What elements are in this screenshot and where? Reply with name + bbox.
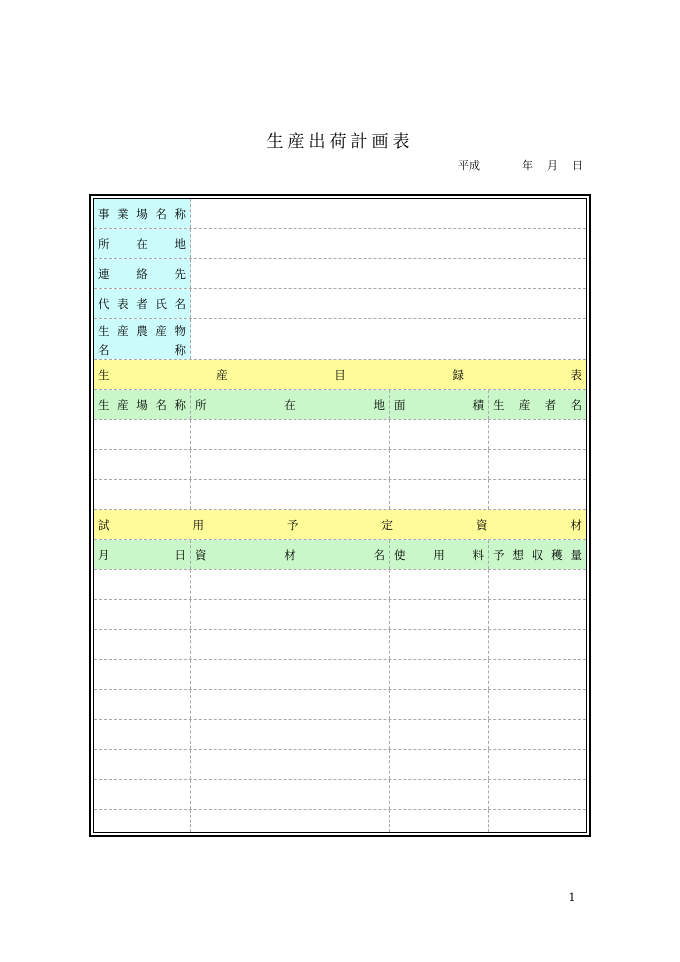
label-char: 在 [284,397,296,412]
materials-cell[interactable] [94,780,191,809]
table-row [94,450,586,480]
document-title: 生産出荷計画表 [266,132,414,152]
production-cell[interactable] [94,450,191,479]
label-char: 収 [531,547,544,562]
address-field[interactable] [191,229,586,258]
table-row [94,690,586,720]
materials-cell[interactable] [191,570,390,599]
label-char: 場 [136,206,148,221]
label-char: 先 [174,266,186,281]
production-cell[interactable] [390,480,489,509]
representative-name-field[interactable] [191,289,586,318]
label-char: 所 [195,397,207,412]
table-row [94,750,586,780]
representative-name-label [98,289,186,318]
contact-label [98,259,186,288]
label-char: 産 [216,367,228,382]
materials-cell[interactable] [191,810,390,832]
materials-cell[interactable] [489,780,586,809]
production-column-label [493,390,582,419]
materials-column-header [191,540,390,569]
materials-column-label [493,540,582,569]
label-char: 表 [570,367,582,382]
materials-cell[interactable] [489,600,586,629]
production-table-header [94,360,586,389]
label-char: 事 [98,206,110,221]
label-char: 称 [174,342,186,357]
label-char: 名 [98,342,110,357]
label-char: 資 [476,517,488,532]
materials-column-label [195,540,385,569]
materials-column-header [489,540,586,569]
label-char: 業 [117,206,129,221]
label-char: 場 [136,397,148,412]
product-name-row [94,319,586,360]
materials-column-header [94,540,191,569]
table-row [94,420,586,450]
materials-cell[interactable] [390,660,489,689]
materials-cell[interactable] [390,600,489,629]
label-char: 想 [512,547,524,562]
materials-cell[interactable] [489,630,586,659]
representative-name-row [94,289,586,319]
materials-cell[interactable] [489,750,586,779]
materials-cell[interactable] [390,780,489,809]
label-char: 材 [570,517,582,532]
form-table [93,198,587,833]
date-line [440,157,590,173]
address-row [94,229,586,259]
label-char: 名 [174,296,186,311]
label-char: 積 [472,397,484,412]
materials-cell[interactable] [191,630,390,659]
materials-cell[interactable] [390,630,489,659]
materials-cell[interactable] [191,690,390,719]
materials-cell[interactable] [94,600,191,629]
production-cell[interactable] [489,420,586,449]
production-column-header [489,390,586,419]
contact-field[interactable] [191,259,586,288]
label-char: 月 [98,547,110,562]
label-char: 資 [195,547,207,562]
product-name-field[interactable] [191,319,586,359]
label-char: 者 [544,397,557,412]
label-char: 地 [373,397,385,412]
label-char: 名 [570,397,582,412]
production-cell[interactable] [94,480,191,509]
label-char: 録 [452,367,464,382]
contact-label-cell [94,259,191,288]
materials-cell[interactable] [191,600,390,629]
business-name-field[interactable] [191,199,586,228]
table-row [94,780,586,810]
label-char: 連 [98,266,110,281]
label-char: 称 [174,397,186,412]
label-char: 表 [117,296,129,311]
date-day: 日 [572,159,583,172]
page-number: 1 [568,891,576,904]
business-name-label-cell [94,199,191,228]
label-char: 農 [136,323,148,338]
label-char: 代 [98,296,110,311]
production-cell[interactable] [191,480,390,509]
address-label [98,229,186,258]
label-char: 使 [394,547,406,562]
business-name-row [94,199,586,229]
label-char: 量 [570,547,582,562]
table-row [94,570,586,600]
table-row [94,630,586,660]
label-char: 料 [472,547,484,562]
materials-cell[interactable] [94,660,191,689]
production-column-header [191,390,390,419]
materials-cell[interactable] [489,660,586,689]
label-char: 生 [98,323,110,338]
product-name-line-2 [98,340,186,359]
materials-cell[interactable] [390,750,489,779]
materials-columns-row [94,540,586,570]
label-char: 生 [493,397,505,412]
materials-column-label [98,540,186,569]
materials-cell[interactable] [94,630,191,659]
contact-row [94,259,586,289]
materials-cell[interactable] [390,810,489,832]
materials-cell[interactable] [94,690,191,719]
production-column-header [390,390,489,419]
label-char: 氏 [155,296,167,311]
table-row [94,810,586,832]
date-era: 平成 [458,159,480,172]
label-char: 生 [98,367,110,382]
production-columns-row [94,390,586,420]
date-month: 月 [547,159,558,172]
label-char: 称 [174,206,186,221]
label-char: 産 [117,323,129,338]
label-char: 予 [493,547,505,562]
materials-cell[interactable] [191,720,390,749]
product-name-label [98,321,186,359]
materials-cell[interactable] [191,750,390,779]
label-char: 産 [117,397,129,412]
production-column-label [394,390,484,419]
production-table-title [98,360,582,389]
table-row [94,720,586,750]
label-char: 物 [174,323,186,338]
business-name-label [98,199,186,228]
label-char: 生 [98,397,110,412]
materials-cell[interactable] [489,720,586,749]
production-cell[interactable] [489,450,586,479]
materials-cell[interactable] [390,570,489,599]
materials-cell[interactable] [94,720,191,749]
date-year: 年 [522,159,533,172]
label-char: 穫 [551,547,563,562]
materials-cell[interactable] [489,690,586,719]
label-char: 在 [136,236,148,251]
materials-cell[interactable] [191,660,390,689]
label-char: 面 [394,397,406,412]
label-char: 産 [155,323,167,338]
representative-name-label-cell [94,289,191,318]
label-char: 地 [174,236,186,251]
label-char: 材 [284,547,296,562]
materials-cell[interactable] [489,810,586,832]
table-row [94,480,586,510]
production-cell[interactable] [390,420,489,449]
label-char: 定 [381,517,393,532]
production-cell[interactable] [94,420,191,449]
table-row [94,600,586,630]
label-char: 日 [174,547,186,562]
production-cell[interactable] [489,480,586,509]
label-char: 者 [136,296,148,311]
materials-table-title [98,510,582,539]
production-cell[interactable] [390,450,489,479]
materials-column-header [390,540,489,569]
materials-cell[interactable] [390,690,489,719]
materials-cell[interactable] [191,780,390,809]
label-char: 試 [98,517,110,532]
materials-table-header-row [94,510,586,540]
product-name-label-cell [94,319,191,359]
label-char: 名 [155,206,167,221]
label-char: 名 [373,547,385,562]
label-char: 所 [98,236,110,251]
label-char: 用 [192,517,204,532]
label-char: 絡 [136,266,148,281]
table-row [94,660,586,690]
address-label-cell [94,229,191,258]
materials-cell[interactable] [94,570,191,599]
label-char: 用 [433,547,445,562]
label-char: 名 [155,397,167,412]
label-char: 予 [287,517,299,532]
materials-table-header [94,510,586,539]
production-table-header-row [94,360,586,390]
materials-column-label [394,540,484,569]
production-cell[interactable] [191,420,390,449]
production-column-label [98,390,186,419]
label-char: 産 [518,397,531,412]
production-cell[interactable] [191,450,390,479]
production-column-label [195,390,385,419]
materials-cell[interactable] [94,750,191,779]
label-char: 目 [334,367,346,382]
materials-cell[interactable] [489,570,586,599]
product-name-line-1 [98,321,186,340]
production-column-header [94,390,191,419]
materials-cell[interactable] [94,810,191,832]
materials-cell[interactable] [390,720,489,749]
